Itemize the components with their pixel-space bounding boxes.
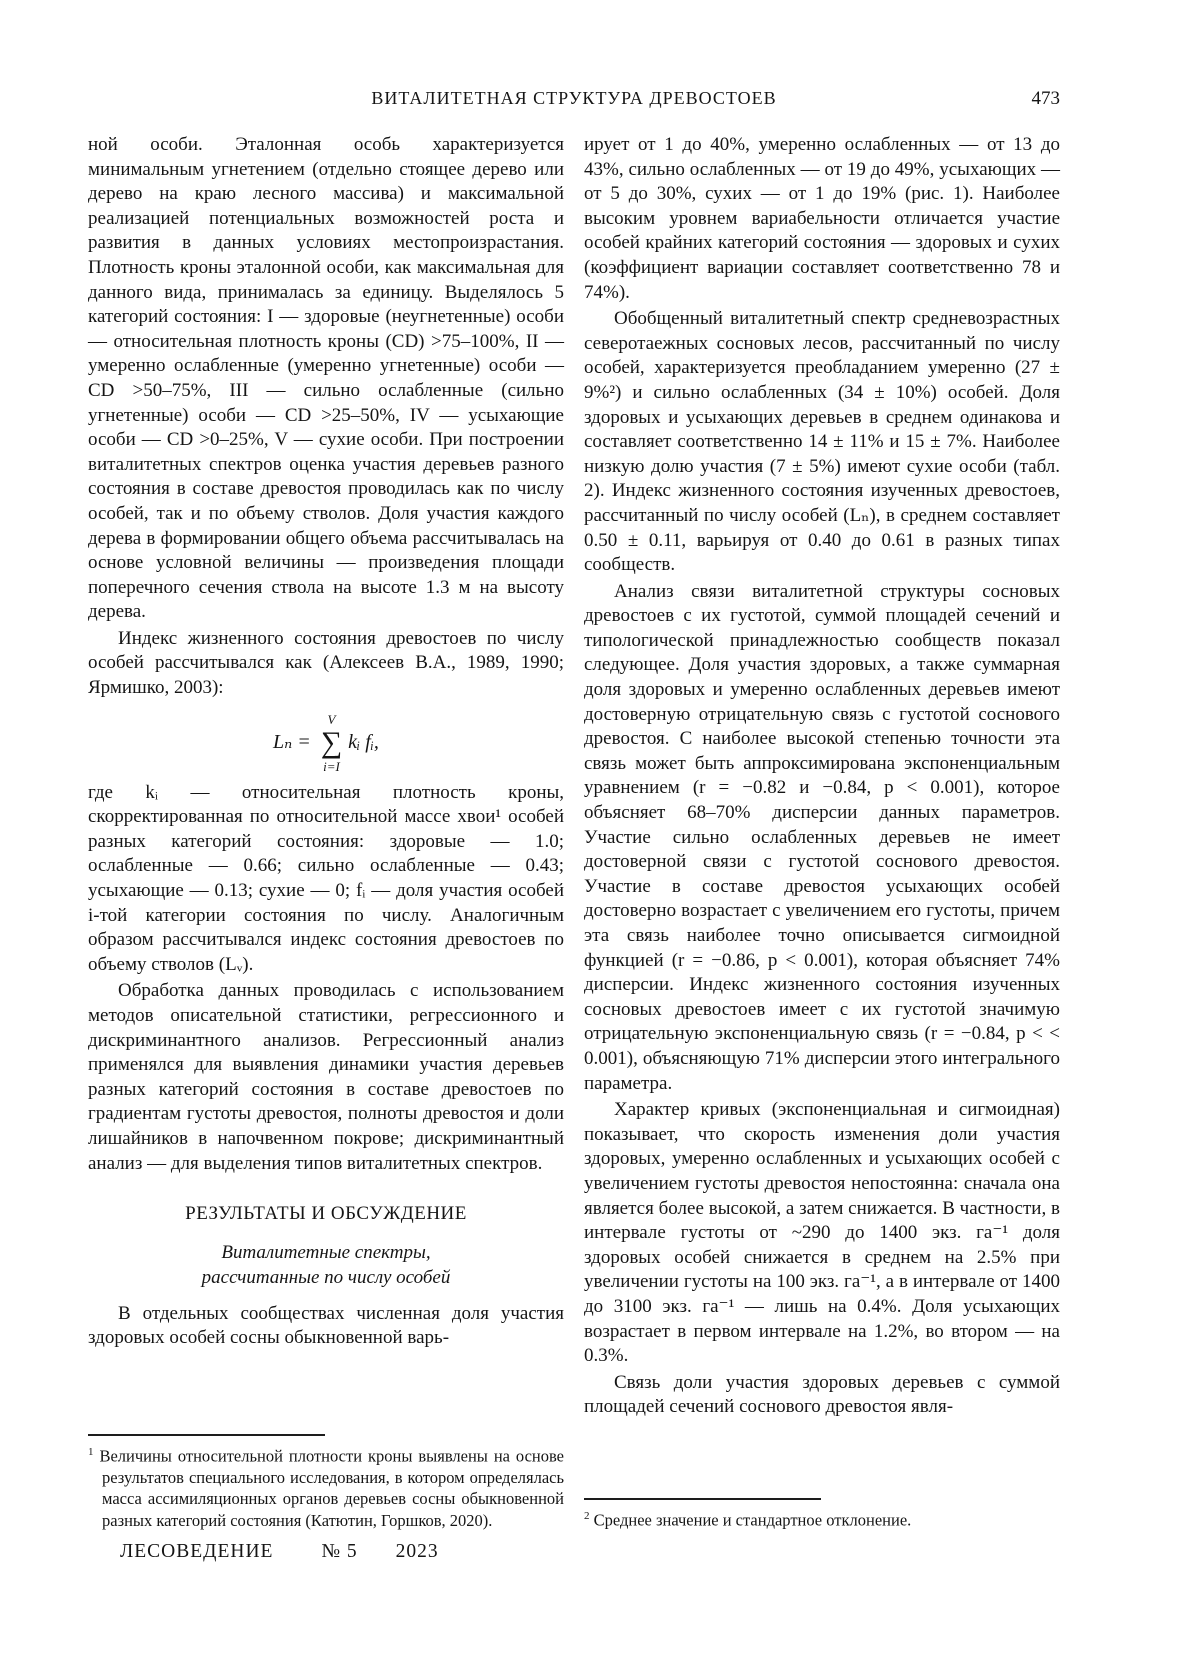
journal-issue: № 5: [321, 1541, 358, 1562]
paragraph: где kᵢ — относительная плотность кроны, скорректированная по относительной массе хвои¹ особей разных категорий состояния: здоровые — 1.0; ослабленные — 0.66; сильно ослабленные — 0.43; усыхающие — 0.13; сухие — 0; fᵢ — доля участия особей i-той категории состояния по числу. Аналогичным образом рассчитывался индекс состояния древостоев по объему стволов (Lᵥ).: [88, 781, 564, 975]
subsection-line: Виталитетные спектры,: [221, 1241, 431, 1263]
journal-name: ЛЕСОВЕДЕНИЕ: [120, 1541, 274, 1562]
paragraph: Обработка данных проводилась с использованием методов описательной статистики, регрессионного и дискриминантного анализов. Регрессионный анализ применялся для выявления динамики участия деревьев разных категорий состояния в составе древостоев по градиентам густоты древостоя, полноты древостоя и доли лишайников в напочвенном покрове; дискриминантный анализ — для выделения типов виталитетных спектров.: [88, 980, 564, 1174]
subsection-line: рассчитанные по числу особей: [201, 1266, 451, 1288]
right-column: [584, 133, 1060, 1531]
formula-lhs: Lₙ =: [273, 731, 311, 754]
page-number: 473: [1031, 88, 1060, 109]
sum-operator: [321, 713, 342, 773]
left-column: [88, 133, 564, 1531]
footnote-block-2: [584, 1498, 1060, 1531]
footnote-1: [88, 1442, 564, 1532]
sum-lower-limit: i=I: [323, 758, 340, 774]
subsection-heading: [88, 1240, 564, 1290]
footnote-2: [584, 1506, 1060, 1531]
journal-year: 2023: [395, 1541, 439, 1562]
footnote-rule: [584, 1498, 821, 1500]
paragraph: ирует от 1 до 40%, умеренно ослабленных — от 13 до 43%, сильно ослабленных — от 19 до 49%, усыхающих — от 5 до 30%, сухих — от 1 до 19% (рис. 1). Наиболее высоким уровнем вариабельности отличается участие особей крайних категорий состояния — здоровых и сухих (коэффициент вариации составляет соответственно 78 и 74%).: [584, 134, 1060, 303]
footnote-block-1: [88, 1434, 564, 1532]
running-title: ВИТАЛИТЕТНАЯ СТРУКТУРА ДРЕВОСТОЕВ: [371, 88, 777, 108]
paragraph: Индекс жизненного состояния древостоев по числу особей рассчитывался как (Алексеев В.А., 1989, 1990; Ярмишко, 2003):: [88, 627, 564, 699]
sum-upper-limit: V: [327, 711, 336, 727]
paragraph: В отдельных сообществах численная доля участия здоровых особей сосны обыкновенной варь-: [88, 1302, 564, 1349]
journal-footer: [120, 1541, 439, 1563]
paragraph: Характер кривых (экспоненциальная и сигмоидная) показывает, что скорость изменения доли участия здоровых, умеренно ослабленных и усыхающих особей с увеличением густоты древостоя непостоянна: сначала она является более высокой, а затем снижается. В частности, в интервале густоты от ~290 до 1400 экз. га⁻¹ доля здоровых особей снижается в среднем на 2.5% при увеличении густоты на 100 экз. га⁻¹, а в интервале от 1400 до 3100 экз. га⁻¹ — лишь на 0.4%. Доля усыхающих возрастает в первом интервале на 1.2%, во втором — на 0.3%.: [584, 1099, 1060, 1367]
footnote-text: Величины относительной плотности кроны выявлены на основе результатов специального исследования, в котором определялась масса ассимиляционных органов деревьев сосны обыкновенной разных категорий состояния (Катютин, Горшков, 2020).: [99, 1446, 565, 1530]
footnote-marker: 1: [88, 1445, 94, 1458]
paragraph: Обобщенный виталитетный спектр средневозрастных северотаежных сосновых лесов, рассчитанный по числу особей, характеризуется преобладанием умеренно (27 ± 9%²) и сильно ослабленных (34 ± 10%) особей. Доля здоровых и усыхающих деревьев в среднем одинакова и составляет соответственно 14 ± 11% и 15 ± 7%. Наиболее низкую долю участия (7 ± 5%) имеют сухие особи (табл. 2). Индекс жизненного состояния изученных древостоев, рассчитанный по числу особей (Lₙ), в среднем составляет 0.50 ± 0.11, варьируя от 0.40 до 0.61 в разных типах сообществ.: [584, 308, 1060, 576]
footnote-rule: [88, 1434, 325, 1436]
section-heading: РЕЗУЛЬТАТЫ И ОБСУЖДЕНИЕ: [185, 1203, 467, 1225]
formula-rhs: kᵢ fᵢ,: [348, 731, 379, 754]
footnote-text: Среднее значение и стандартное отклонение.: [593, 1510, 912, 1530]
paragraph: Связь доли участия здоровых деревьев с суммой площадей сечений соснового древостоя явля-: [584, 1371, 1060, 1418]
running-head: [88, 88, 1060, 109]
formula-ln: [88, 713, 564, 773]
footnote-marker: 2: [584, 1510, 590, 1522]
paragraph: ной особи. Эталонная особь характеризуется минимальным угнетением (отдельно стоящее дерево или дерево на краю лесного массива) и максимальной реализацией потенциальных возможностей роста и развития в данных условиях местопроизрастания. Плотность кроны эталонной особи, как максимальная для данного вида, принималась за единицу. Выделялось 5 категорий состояния: I — здоровые (неугнетенные) особи — относительная плотность кроны (CD) >75–100%, II — умеренно ослабленные (умеренно угнетенные) особи — CD >50–75%, III — сильно ослабленные (сильно угнетенные) особи — CD >25–50%, IV — усыхающие особи — CD >0–25%, V — сухие особи. При построении виталитетных спектров оценка участия деревьев разного состояния в составе древостоя проводилась как по числу особей, так и по объему стволов. Доля участия каждого дерева в формировании общего объема рассчитывалась на основе условной величины — произведения площади поперечного сечения ствола на высоте 1.3 м на высоту дерева.: [88, 134, 564, 623]
sigma-symbol: ∑: [320, 725, 343, 759]
paragraph: Анализ связи виталитетной структуры сосновых древостоев с их густотой, суммой площадей сечений и типологической принадлежностью сообществ показал следующее. Доля участия здоровых, а также суммарная доля здоровых и умеренно ослабленных деревьев имеют достоверную отрицательную связь с густотой соснового древостоя. С наиболее высокой степенью точности эта связь может быть аппроксимирована экспоненциальным уравнением (r = −0.82 и −0.84, p < 0.001), которое объясняет 68–70% дисперсии данных параметров. Участие сильно ослабленных деревьев не имеет достоверной связи с густотой соснового древостоя. Участие в составе древостоя усыхающих особей достоверно возрастает с увеличением его густоты, причем эта связь наиболее точно описывается сигмоидной функцией (r = −0.86, p < 0.001), которая объясняет 74% дисперсии. Индекс жизненного состояния изученных сосновых древостоев имеет с их густотой значимую отрицательную экспоненциальную связь (r = −0.84, p < < 0.001), объясняющую 71% дисперсии этого интегрального параметра.: [584, 580, 1060, 1094]
